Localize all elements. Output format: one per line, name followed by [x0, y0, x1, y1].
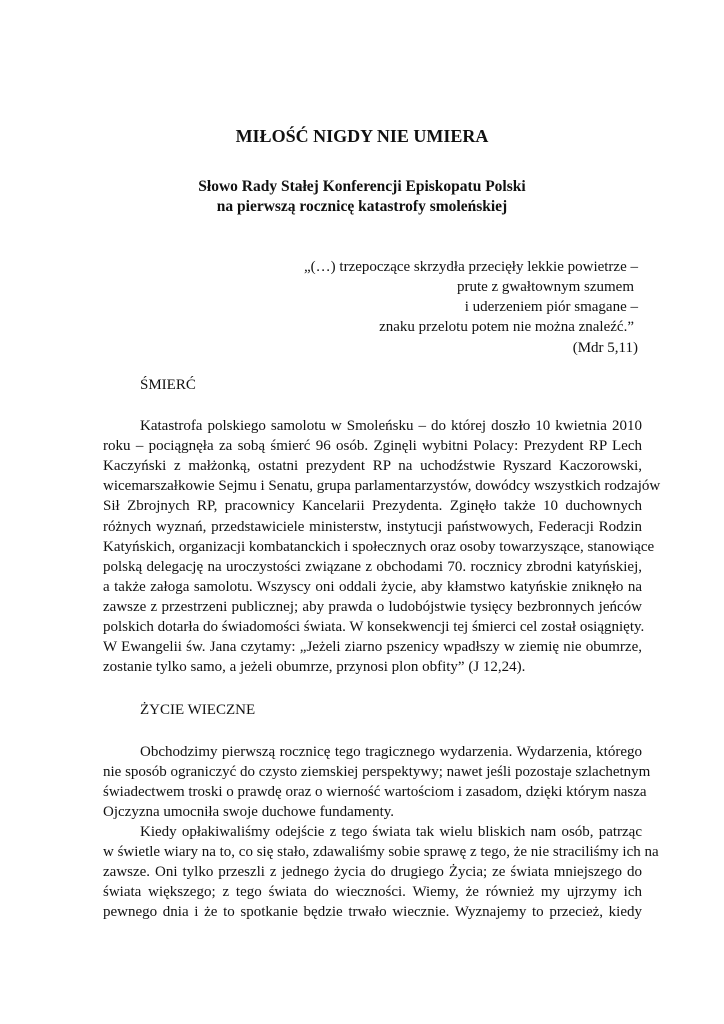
epigraph-line: prute z gwałtownym szumem	[456, 279, 634, 295]
paragraph-line: Sił Zbrojnych RP, pracownicy Kancelarii Prezydenta. Zginęło także 10 duchownych	[103, 498, 642, 515]
epigraph-source: (Mdr 5,11)	[572, 340, 638, 356]
paragraph-line: Katyńskich, organizacji kombatanckich i społecznych oraz osoby towarzyszące, stanowiące	[103, 538, 655, 555]
paragraph-line: zawsze. Oni tylko przeszli z jednego życia do drugiego Życia; ze świata mniejszego do	[103, 864, 642, 880]
paragraph-line: pewnego dnia i że to spotkanie będzie trwało wiecznie. Wyznajemy to przecież, kiedy	[103, 904, 642, 920]
section-heading: ŚMIERĆ	[140, 377, 196, 393]
subtitle-line: Słowo Rady Stałej Konferencji Episkopatu Polski	[198, 178, 526, 195]
paragraph-line: W Ewangelii św. Jana czytamy: „Jeżeli ziarno pszenicy wpadłszy w ziemię nie obumrze,	[103, 639, 642, 656]
paragraph-line: Ojczyzna umocniła swoje duchowe fundamenty.	[103, 804, 395, 820]
paragraph-line: a także załoga samolotu. Wszyscy oni oddali życie, aby kłamstwo katyńskie zniknęło na	[103, 578, 642, 595]
section-heading: ŻYCIE WIECZNE	[140, 702, 256, 718]
paragraph-line: polskich dotarła do świadomości świata. W konsekwencji tej śmierci cel został osiągnięty.	[103, 619, 645, 635]
paragraph-line: wicemarszałkowie Sejmu i Senatu, grupa parlamentarzystów, dowódcy wszystkich rodzajów	[103, 478, 661, 495]
paragraph-line: Kiedy opłakiwaliśmy odejście z tego świata tak wielu bliskich nam osób, patrząc	[140, 824, 642, 840]
paragraph-line: polską delegację na uroczystości związane z obchodami 70. rocznicy zbrodni katyńskiej,	[103, 558, 642, 575]
paragraph-line: nie sposób ograniczyć do czysto ziemskiej perspektywy; nawet jeśli pozostaje szlachetnym	[103, 764, 651, 780]
paragraph-line: zostanie tylko samo, a jeżeli obumrze, przynosi plon obfity” (J 12,24).	[103, 659, 526, 676]
paragraph-line: świata większego; z tego świata do wieczności. Wiemy, że również my ujrzymy ich	[103, 884, 642, 900]
paragraph-line: różnych wyznań, przedstawiciele ministerstw, instytucji państwowych, Federacji Rodzin	[103, 518, 642, 535]
subtitle-line: na pierwszą rocznicę katastrofy smoleńskiej	[216, 198, 508, 215]
epigraph-line: „(…) trzepoczące skrzydła przecięły lekkie powietrze –	[304, 259, 638, 275]
paragraph-line: świadectwem troski o prawdę oraz o wierność wartościom i zasadom, dzięki którym nasza	[103, 784, 647, 800]
paragraph-line: roku – pociągnęła za sobą śmierć 96 osób. Zginęli wybitni Polacy: Prezydent RP Lech	[103, 438, 642, 455]
paragraph-line: Kaczyński z małżonką, ostatni prezydent RP na uchodźstwie Ryszard Kaczorowski,	[103, 458, 642, 475]
epigraph-line: i uderzeniem piór smagane –	[464, 299, 638, 315]
paragraph-line: Katastrofa polskiego samolotu w Smoleńsku – do której doszło 10 kwietnia 2010	[140, 418, 642, 434]
document-title: MIŁOŚĆ NIGDY NIE UMIERA	[235, 126, 489, 146]
paragraph-line: Obchodzimy pierwszą rocznicę tego tragicznego wydarzenia. Wydarzenia, którego	[140, 744, 642, 760]
paragraph-line: w świetle wiary na to, co się stało, zdawaliśmy sobie sprawę z tego, że nie straciliśmy ich na	[103, 844, 659, 860]
epigraph-line: znaku przelotu potem nie można znaleźć.”	[379, 319, 634, 335]
paragraph-line: zawsze z przestrzeni publicznej; aby prawda o ludobójstwie tysięcy bezbronnych jeńców	[103, 598, 642, 615]
